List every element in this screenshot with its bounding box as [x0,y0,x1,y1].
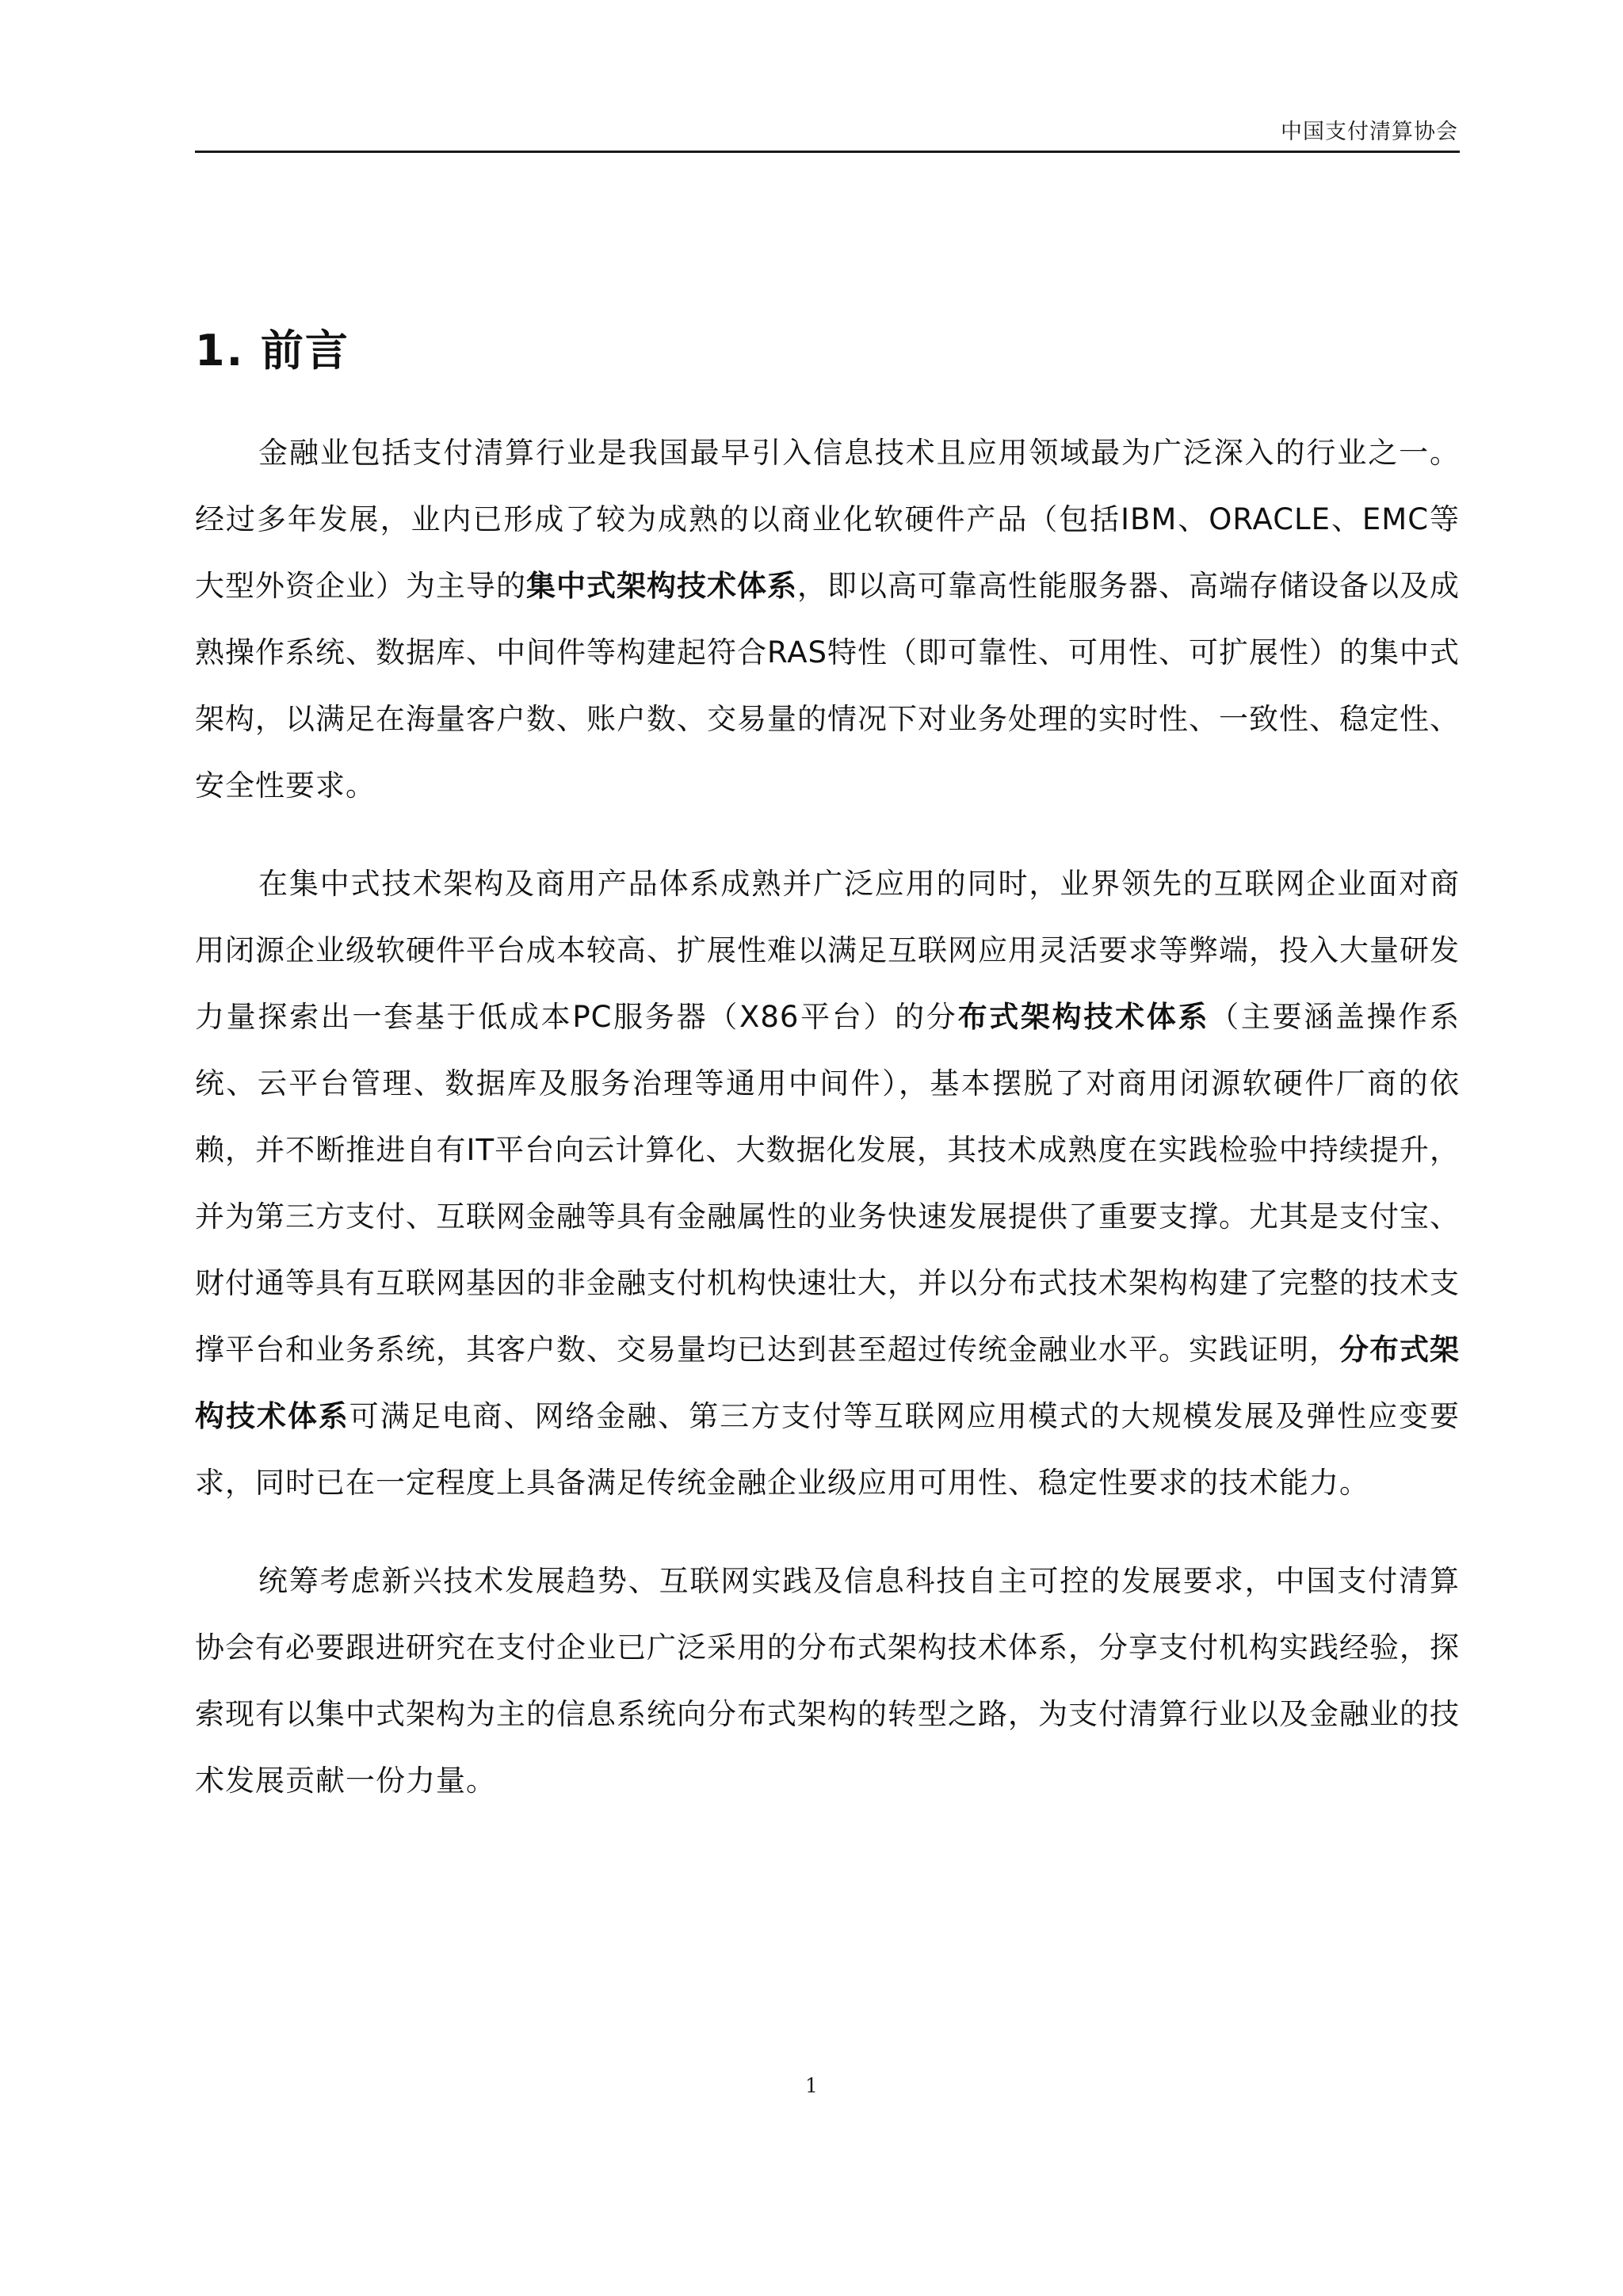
paragraph-text: （主要涵盖操作系统、云平台管理、数据库及服务治理等通用中间件），基本摆脱了对商用闭源软硬件厂商的依赖，并不断推进自有IT平台向云计算化、大数据化发展，其技术成熟度在实践检验中持续提升，并为第三方支付、互联网金融等具有金融属性的业务快速发展提供了重要支撑。尤其是支付宝、财付通等具有互联网基因的非金融支付机构快速壮大，并以分布式技术架构构建了完整的技术支撑平台和业务系统，其客户数、交易量均已达到甚至超过传统金融业水平。实践证明， [195,1000,1461,1367]
emphasis-text: 集中式架构技术体系 [526,569,797,603]
paragraph-2 [195,851,1460,1516]
running-header: 中国支付清算协会 [1281,120,1458,144]
paragraph-text: 在集中式技术架构及商用产品体系成熟并广泛应用的同时，业界领先的互联网企业面对商用闭源企业级软硬件平台成本较高、扩展性难以满足互联网应用灵活要求等弊端，投入大量研发力量探索出一套基于低成本PC服务器（X86平台）的分 [195,867,1460,1034]
paragraph-text: 统筹考虑新兴技术发展趋势、互联网实践及信息科技自主可控的发展要求，中国支付清算协会有必要跟进研究在支付企业已广泛采用的分布式架构技术体系，分享支付机构实践经验，探索现有以集中式架构为主的信息系统向分布式架构的转型之路，为支付清算行业以及金融业的技术发展贡献一份力量。 [195,1564,1460,1798]
emphasis-text: 布式架构技术体系 [957,1000,1210,1034]
header-divider [195,151,1460,153]
paragraph-text: 可满足电商、网络金融、第三方支付等互联网应用模式的大规模发展及弹性应变要求，同时已在一定程度上具备满足传统金融企业级应用可用性、稳定性要求的技术能力。 [195,1399,1460,1500]
paragraph-1 [195,420,1460,819]
body-text [195,420,1460,1846]
paragraph-text: ，即以高可靠高性能服务器、高端存储设备以及成熟操作系统、数据库、中间件等构建起符合RAS特性（即可靠性、可用性、可扩展性）的集中式架构，以满足在海量客户数、账户数、交易量的情况下对业务处理的实时性、一致性、稳定性、安全性要求。 [195,569,1461,803]
paragraph-text: 金融业包括支付清算行业是我国最早引入信息技术且应用领域最为广泛深入的行业之一。经过多年发展，业内已形成了较为成熟的以商业化软硬件产品（包括IBM、ORACLE、EMC等大型外资企业）为主导的 [195,436,1460,603]
section-heading: 1. 前言 [195,326,349,376]
page-number: 1 [805,2074,818,2097]
emphasis-text: 分布式架构技术体系 [195,1333,1460,1433]
paragraph-3 [195,1548,1460,1814]
